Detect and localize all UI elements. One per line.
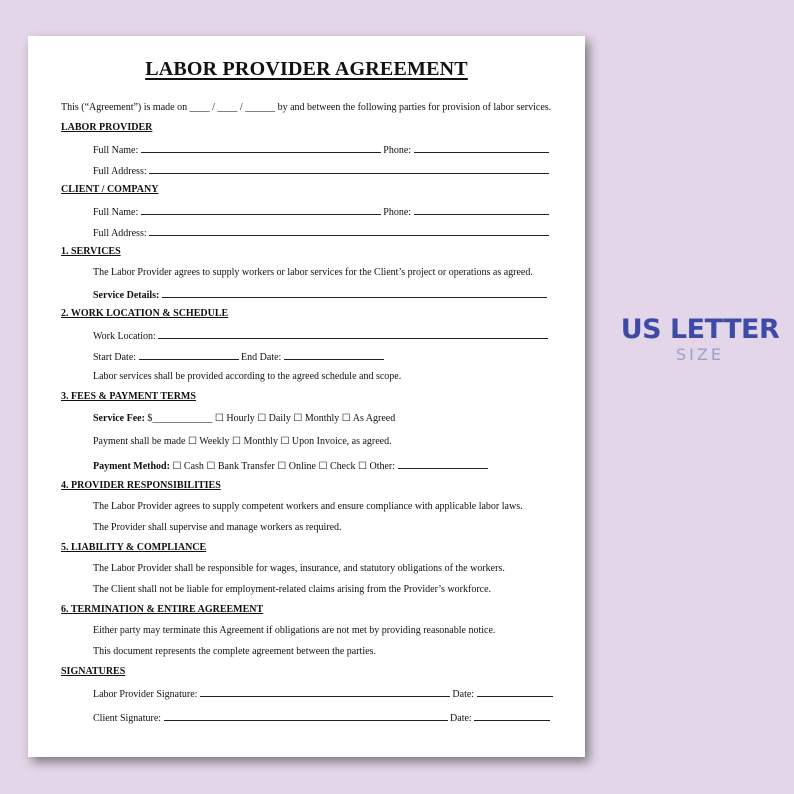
- us-letter-badge: [614, 314, 786, 364]
- client-heading: CLIENT / COMPANY: [61, 184, 159, 195]
- signatures-heading: SIGNATURES: [61, 666, 126, 677]
- service-details-label: Service Details:: [93, 290, 160, 301]
- payment-schedule-text[interactable]: Payment shall be made ☐ Weekly ☐ Monthly ☐ Upon Invoice, as agreed.: [93, 436, 392, 447]
- badge-sub-text: SIZE: [676, 345, 724, 364]
- provider-address-row: [93, 164, 549, 178]
- liability-line1: The Labor Provider shall be responsible for wages, insurance, and statutory obligations of the workers.: [93, 563, 505, 574]
- service-fee-row: [93, 413, 395, 425]
- provider-phone-label: Phone:: [383, 145, 412, 156]
- client-phone-label: Phone:: [383, 207, 412, 218]
- client-address-field[interactable]: [149, 226, 549, 236]
- work-location-field[interactable]: [158, 329, 548, 339]
- provider-date-label: Date:: [452, 689, 475, 700]
- start-date-label: Start Date:: [93, 352, 137, 363]
- client-signature-label: Client Signature:: [93, 713, 162, 724]
- responsibilities-heading: 4. PROVIDER RESPONSIBILITIES: [61, 480, 221, 491]
- schedule-text: Labor services shall be provided according to the agreed schedule and scope.: [93, 371, 402, 382]
- provider-signature-row: [93, 687, 553, 701]
- provider-phone-field[interactable]: [414, 143, 549, 153]
- fees-heading: 3. FEES & PAYMENT TERMS: [61, 391, 196, 402]
- client-address-label: Full Address:: [93, 228, 147, 239]
- payment-method-row: [93, 459, 488, 473]
- client-signature-row: [93, 711, 550, 725]
- badge-main-text: US LETTER: [620, 314, 780, 345]
- client-date-label: Date:: [450, 713, 472, 724]
- service-fee-label: Service Fee:: [93, 413, 145, 424]
- liability-heading: 5. LIABILITY & COMPLIANCE: [61, 542, 207, 553]
- work-location-label: Work Location:: [93, 331, 156, 342]
- end-date-field[interactable]: [284, 350, 384, 360]
- payment-method-options[interactable]: ☐ Cash ☐ Bank Transfer ☐ Online ☐ Check ☐ Other:: [172, 461, 396, 472]
- client-address-row: [93, 226, 549, 240]
- dates-row: [93, 350, 384, 364]
- services-text: The Labor Provider agrees to supply workers or labor services for the Client’s project or operations as agreed.: [93, 267, 533, 278]
- start-date-field[interactable]: [139, 350, 239, 360]
- intro-text: This (“Agreement”) is made on ____ / ____ / ______ by and between the following parties for provision of labor services.: [61, 102, 552, 113]
- labor-provider-heading: LABOR PROVIDER: [61, 122, 153, 133]
- client-name-field[interactable]: [141, 205, 381, 215]
- location-heading: 2. WORK LOCATION & SCHEDULE: [61, 308, 229, 319]
- termination-heading: 6. TERMINATION & ENTIRE AGREEMENT: [61, 604, 264, 615]
- client-signature-field[interactable]: [164, 711, 448, 721]
- payment-other-field[interactable]: [398, 459, 488, 469]
- provider-signature-label: Labor Provider Signature:: [93, 689, 198, 700]
- provider-name-row: [93, 143, 549, 157]
- provider-address-label: Full Address:: [93, 166, 147, 177]
- termination-line2: This document represents the complete agreement between the parties.: [93, 646, 376, 657]
- provider-name-field[interactable]: [141, 143, 381, 153]
- client-phone-field[interactable]: [414, 205, 549, 215]
- client-date-field[interactable]: [474, 711, 550, 721]
- provider-address-field[interactable]: [149, 164, 549, 174]
- services-heading: 1. SERVICES: [61, 246, 121, 257]
- service-details-row: [93, 288, 547, 302]
- client-name-label: Full Name:: [93, 207, 139, 218]
- document-title: LABOR PROVIDER AGREEMENT: [145, 58, 468, 80]
- liability-line2: The Client shall not be liable for employment-related claims arising from the Provider’s workforce.: [93, 584, 492, 595]
- responsibilities-line2: The Provider shall supervise and manage workers as required.: [93, 522, 342, 533]
- provider-date-field[interactable]: [477, 687, 553, 697]
- work-location-row: [93, 329, 548, 343]
- end-date-label: End Date:: [241, 352, 282, 363]
- termination-line1: Either party may terminate this Agreement if obligations are not met by providing reasonable notice.: [93, 625, 496, 636]
- client-name-row: [93, 205, 549, 219]
- provider-name-label: Full Name:: [93, 145, 139, 156]
- document-page: [28, 36, 585, 757]
- payment-method-label: Payment Method:: [93, 461, 170, 472]
- service-details-field[interactable]: [162, 288, 547, 298]
- service-fee-options[interactable]: $____________ ☐ Hourly ☐ Daily ☐ Monthly ☐ As Agreed: [147, 413, 396, 424]
- responsibilities-line1: The Labor Provider agrees to supply competent workers and ensure compliance with applicable labor laws.: [93, 501, 523, 512]
- provider-signature-field[interactable]: [200, 687, 450, 697]
